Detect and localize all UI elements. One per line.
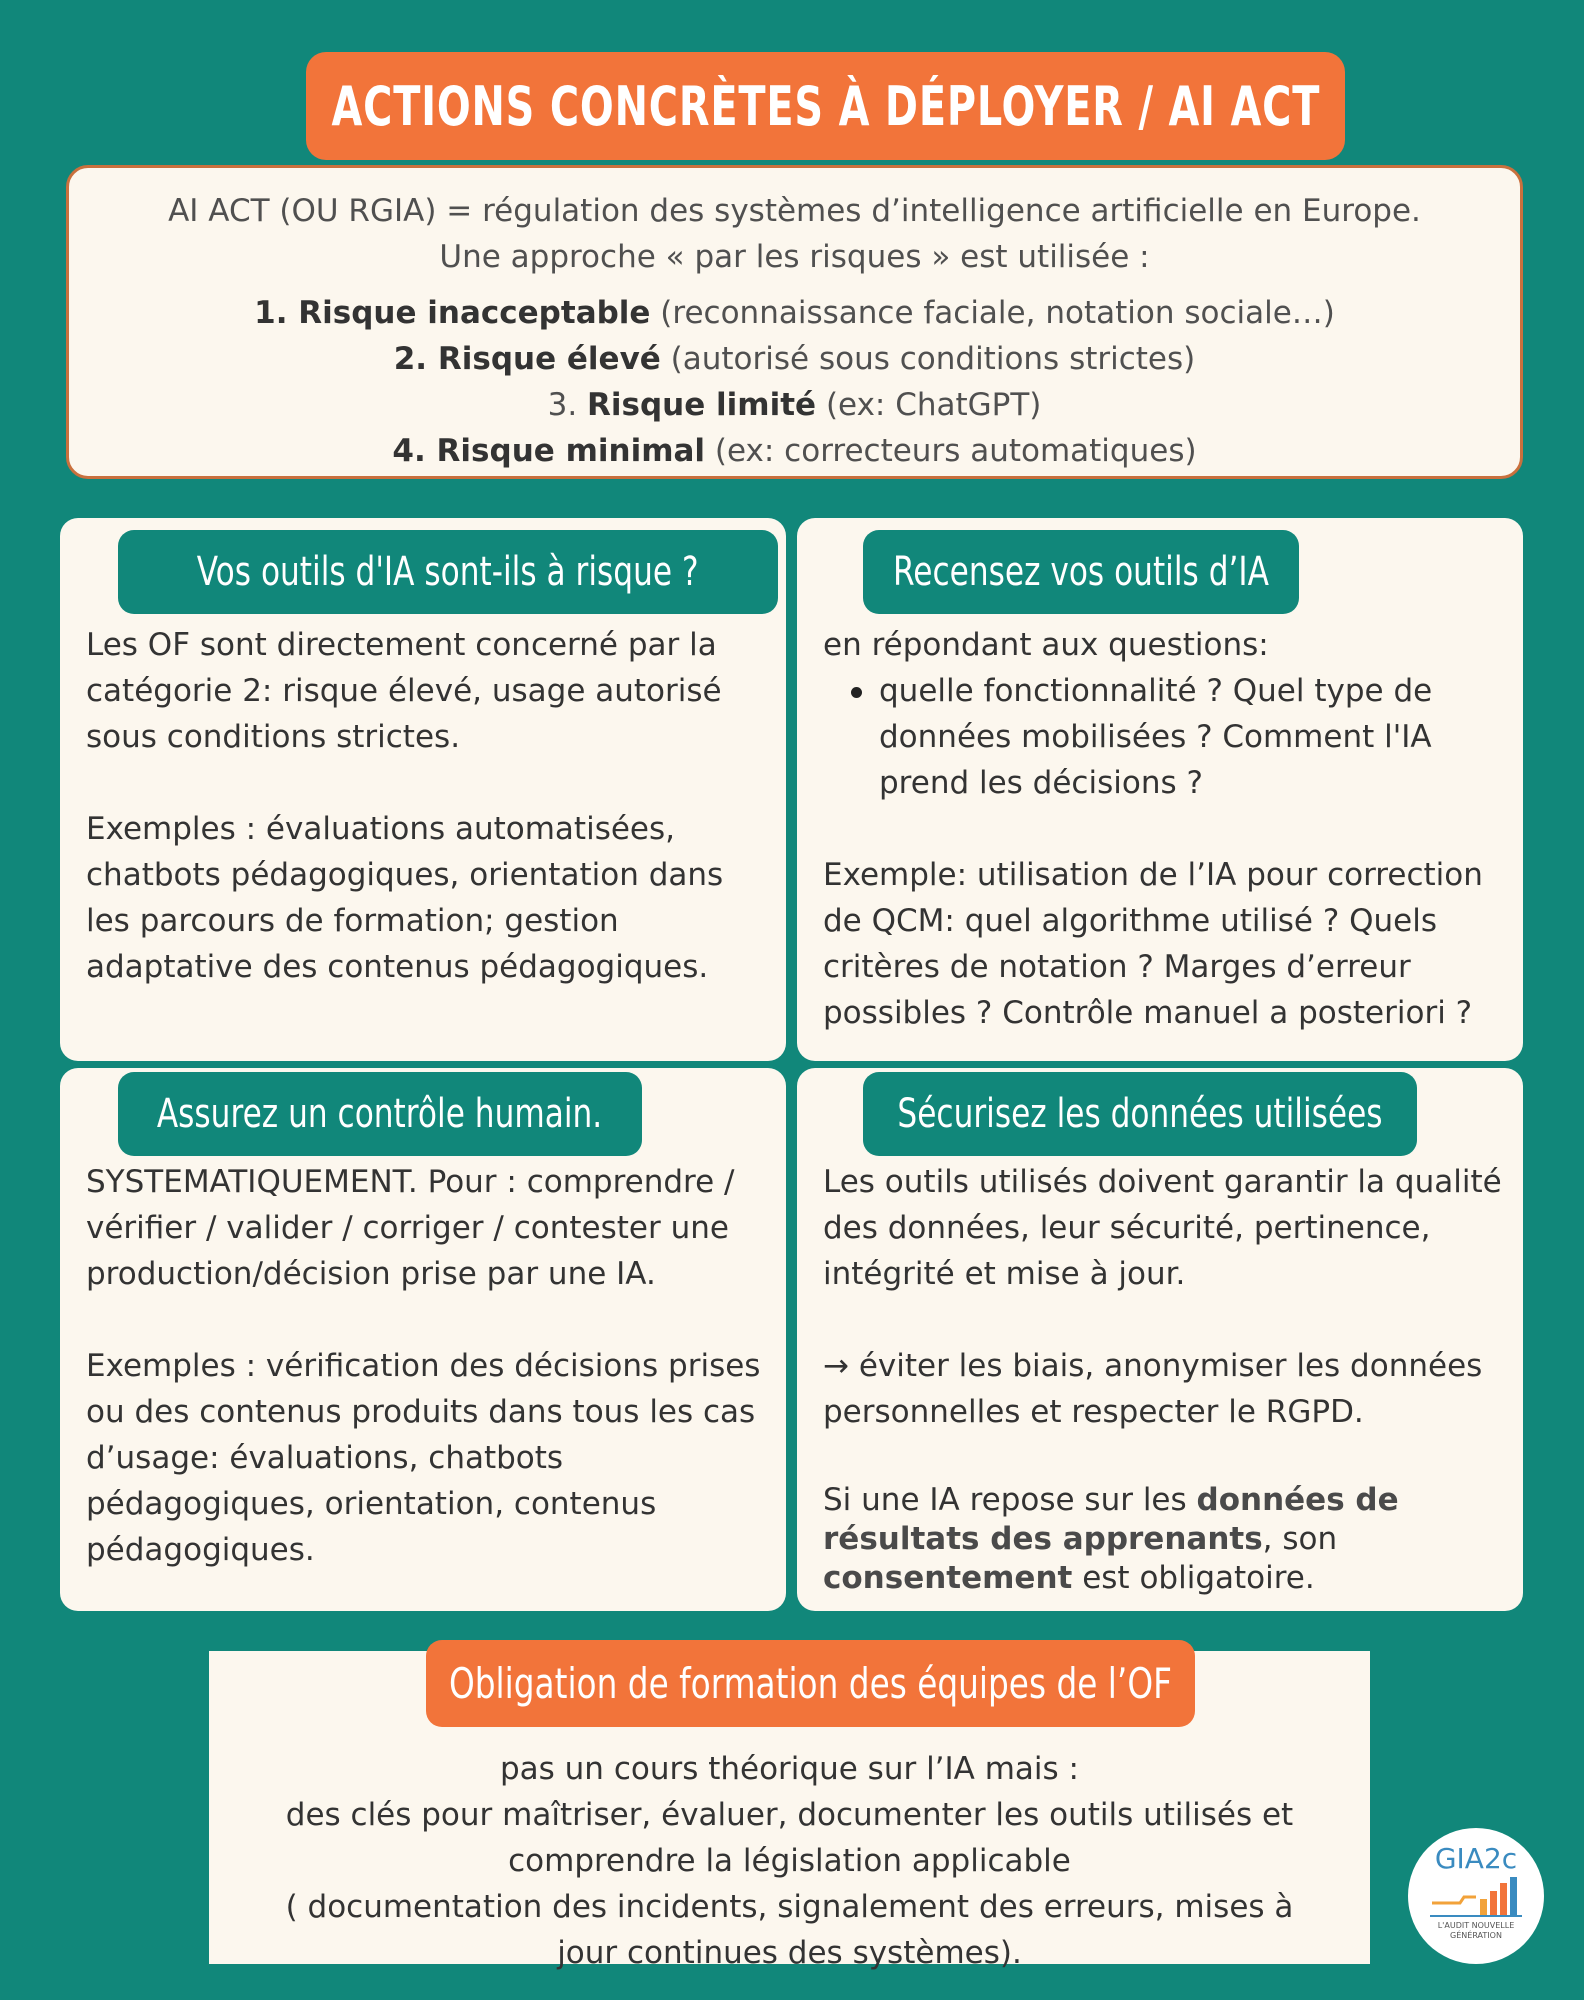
card-human-text-2: Exemples : vérification des décisions prises ou des contenus produits dans tous les cas d’usage: évaluations, chatbots pédagogiques, orientation, contenus pédagogiques. — [86, 1348, 761, 1568]
card-human-title: Assurez un contrôle humain. — [118, 1072, 642, 1156]
card-inventory-text-1: en répondant aux questions: — [823, 627, 1269, 663]
card-human — [60, 1068, 786, 1611]
risk-item-3: 3. Risque limité (ex: ChatGPT) — [547, 387, 1042, 423]
training-line-4: ( documentation des incidents, signalement des erreurs, mises à — [285, 1889, 1294, 1925]
risk-item-2: 2. Risque élevé (autorisé sous conditions strictes) — [393, 341, 1196, 377]
card-risk — [60, 518, 786, 1061]
card-inventory-bullet: quelle fonctionnalité ? Quel type de données mobilisées ? Comment l'IA prend les décisions ? — [823, 668, 1505, 806]
card-inventory-title: Recensez vos outils d’IA — [863, 530, 1299, 614]
logo-tagline: L'AUDIT NOUVELLE GÉNÉRATION — [1437, 1921, 1515, 1940]
card-risk-text-1: Les OF sont directement concerné par la catégorie 2: risque élevé, usage autorisé sous conditions strictes. — [86, 627, 722, 755]
card-inventory — [797, 518, 1523, 1061]
card-data-title: Sécurisez les données utilisées — [863, 1072, 1417, 1156]
card-data — [797, 1068, 1523, 1611]
training-line-1: pas un cours théorique sur l’IA mais : — [499, 1751, 1079, 1787]
intro-box — [66, 165, 1523, 479]
intro-line-1: AI ACT (OU RGIA) = régulation des systèmes d’intelligence artificielle en Europe. — [168, 193, 1421, 229]
card-human-text-1: SYSTEMATIQUEMENT. Pour : comprendre / vérifier / valider / corriger / contester une production/décision prise par une IA. — [86, 1164, 735, 1292]
risk-item-4: 4. Risque minimal (ex: correcteurs automatiques) — [392, 433, 1197, 469]
card-data-text-1: Les outils utilisés doivent garantir la qualité des données, leur sécurité, pertinence, intégrité et mise à jour. — [823, 1164, 1502, 1292]
intro-line-2: Une approche « par les risques » est utilisée : — [439, 239, 1150, 275]
logo-name: GIA2c — [1434, 1842, 1518, 1875]
risk-item-1: 1. Risque inacceptable (reconnaissance faciale, notation sociale…) — [254, 295, 1335, 331]
training-line-2: des clés pour maîtriser, évaluer, documenter les outils utilisés et — [285, 1797, 1294, 1833]
bar-chart-icon — [1430, 1877, 1522, 1917]
card-data-text-2: → éviter les biais, anonymiser les données personnelles et respecter le RGPD. — [823, 1348, 1483, 1430]
card-inventory-text-2: Exemple: utilisation de l’IA pour correction de QCM: quel algorithme utilisé ? Quels critères de notation ? Marges d’erreur possibles ? Contrôle manuel a posteriori ? — [823, 857, 1483, 1031]
card-data-text-3: Si une IA repose sur les données de résultats des apprenants, son consentement est obligatoire. — [823, 1482, 1399, 1596]
page-title: ACTIONS CONCRÈTES À DÉPLOYER / AI ACT — [306, 52, 1345, 160]
training-line-5: jour continues des systèmes). — [557, 1935, 1022, 1971]
card-risk-text-2: Exemples : évaluations automatisées, chatbots pédagogiques, orientation dans les parcours de formation; gestion adaptative des contenus pédagogiques. — [86, 811, 724, 985]
training-line-3: comprendre la législation applicable — [508, 1843, 1071, 1879]
gia2c-logo — [1408, 1828, 1544, 1964]
card-risk-title: Vos outils d'IA sont-ils à risque ? — [118, 530, 778, 614]
training-title: Obligation de formation des équipes de l’OF — [426, 1640, 1195, 1727]
